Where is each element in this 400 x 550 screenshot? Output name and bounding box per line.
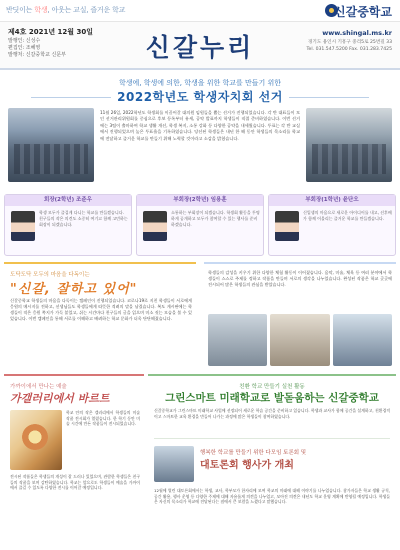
candidate-title: 회장(2학년) 조준우 [5,195,131,206]
green-headline: 그린스마트 미래학교로 발돋움하는 신갈중학교 [165,392,379,404]
newspaper-title: 신갈누리 [145,33,255,62]
candidate-photo [275,211,299,241]
youth-headline: "신갈, 잘하고 있어" [10,282,138,297]
contact-line: Tel. 031.547.5200 Fax. 031.283.7425 [306,46,392,52]
school-slogan: 반딧이는 학생, 아웃는 교실, 즐거운 학교 [6,6,126,14]
gallery-subhead: 가까이에서 만나는 예술 [10,384,67,390]
candidate-cards [0,194,400,258]
candidate-statement: 소통하는 부회장이 되겠습니다. 학생회 활동을 투명하게 공개하고 모두가 참여할 수 있는 행사를 준비하겠습니다. [171,210,260,227]
green-school-article [148,374,396,550]
activity-photo [208,314,267,366]
editor: 편집인: 조혜영 [8,45,41,51]
activity-photo [333,314,392,366]
lead-body: 11월 26일, 2022학년도 학생회를 이끌어갈 대의원 임원들을 뽑는 선거가 진행되었습니다. 각 반 대표들이 모인 선거관리위원회를 중심으로 후보 등록부터 유세, 공약 발표까지 학생들이 직접 준비하였습니다. 이번 선거에는 3팀이 출마하여 학교 생활 개선, 학생 복지, 소통 강화 등 다양한 공약을 내세웠습니다. 투표는 각 반 교실에서 진행되었으며 높은 투표율을 기록하였습니다. 당선된 학생들은 내년 한 해 동안 학생들의 목소리를 학교에 전달하고 즐거운 학교를 만들기 위해 노력할 것이라고 소감을 밝혔습니다. [100,110,300,141]
classroom-photo [306,108,392,182]
school-name: 신갈중학교 [334,5,392,19]
lead-headline: 2022학년도 학생자치회 선거 [0,88,400,105]
green-subhead: 친환 학교 만들기 실천 활동 [239,384,305,390]
candidate-card [268,194,396,256]
forum-subhead: 행복한 학교를 만들기 위한 다모임 토론회 및 [200,450,307,456]
lead-subhead: 학생에, 학생에 의한, 학생을 위한 학교를 만들기 위한 [118,79,282,87]
youth-article [4,262,196,370]
candidate-statement: 학생 모두가 즐겁게 다니는 학교를 만들겠습니다. 친구들의 작은 의견도 소중히 여기고 함께 고민하는 회장이 되겠습니다. [39,210,128,227]
candidate-statement: 신입생의 마음으로 새로운 아이디어를 내고, 선후배가 함께 어울리는 즐거운 학교를 만들겠습니다. [303,210,392,221]
candidate-title: 부회장(2학년) 임용훈 [137,195,263,206]
masthead [0,22,400,70]
gallery-headline: 가갤러리에서 바르트 [10,392,110,405]
gallery-article [4,374,144,550]
candidate-card [4,194,132,256]
forum-photo [154,446,194,482]
publishing-office: 발행처: 신갈중학교 신문부 [8,52,66,58]
forum-body: 12월에 열린 대토론회에서는 학생, 교사, 학부모가 한자리에 모여 학교의 미래에 대해 이야기를 나누었습니다. 참가자들은 학교 생활 규칙, 공간 활용, 행사 운영 등 다양한 주제에 대해 자유롭게 의견을 나누었고, 모아진 의견은 내년도 학교 운영 계획에 반영될 예정입니다. 학생들은 자신의 목소리가 학교에 전달된다는 점에서 큰 보람을 느꼈다고 말했습니다. [154,488,390,505]
address-line: 경기도 용인시 기흥구 중리5로 25번길 33 [307,40,392,45]
candidate-photo [143,211,167,241]
emotion-article [204,262,396,370]
lead-article [0,72,400,192]
emotion-body: 학생들의 감성을 키우기 위한 다양한 체험 활동이 이어졌습니다. 음악, 미술, 체육 등 여러 분야에서 학생들이 스스로 주제를 정하고 작품을 만들며 서로의 생각을 나누었습니다. 완성된 작품은 학교 곳곳에 전시되어 많은 학생들의 관심을 받았습니다. [208,270,392,287]
election-photo [8,108,94,182]
gallery-body-continued: 전시된 작품들은 학생들의 개성이 잘 드러나 있었으며, 관람한 학생들은 친구들의 작품을 보며 감탄하였습니다. 학교는 앞으로도 학생들이 예술을 가까이에서 즐길 수 있도록 다양한 전시를 이어갈 예정입니다. [10,474,140,491]
publisher: 발행인: 신성수 [8,38,41,44]
section-divider [154,438,390,439]
youth-body: 신갈중학교 학생들의 마음을 다독이는 캠페인이 진행되었습니다. 코로나19로 지친 학생들이 서로에게 응원의 메시지를 전하고, 선생님들도 학생들에게 따뜻한 격려의 말을 남겼습니다. 복도 게시판에는 학생들이 적은 응원 쪽지가 가득 붙었고, 쉬는 시간마다 친구들의 글을 읽으며 미소 짓는 모습을 볼 수 있었습니다. 이번 캠페인을 통해 서로를 이해하고 배려하는 학교 문화가 더욱 단단해졌습니다. [10,298,192,321]
website-link[interactable]: www.shingal.ms.kr [322,29,392,37]
school-address [307,40,392,53]
activity-photos [208,314,392,366]
activity-photo [270,314,329,366]
candidate-photo [11,211,35,241]
top-strip [0,0,400,22]
green-body: 신갈중학교가 그린스마트 미래학교 사업에 선정되어 새로운 학습 공간을 준비하고 있습니다. 학생과 교사가 함께 공간을 설계하고, 친환경적이고 스마트한 교육 환경을 만들어 나가는 과정에 많은 학생들이 참여하였습니다. [154,408,390,419]
issue-info: 제4호 2021년 12월 30일 [8,28,93,36]
forum-headline: 대토론회 행사가 개최 [200,460,294,471]
candidate-card [136,194,264,256]
candidate-title: 부회장(1학년) 윤단오 [269,195,395,206]
gallery-body: 학교 안의 작은 갤러리에서 학생들의 미술 작품 전시회가 열렸습니다. 한 학기 동안 미술 시간에 만든 작품들이 전시되었습니다. [66,410,140,427]
artwork-photo [10,410,62,470]
youth-subhead: 도닥도닥 모두의 마음을 다독이는 [10,272,90,278]
